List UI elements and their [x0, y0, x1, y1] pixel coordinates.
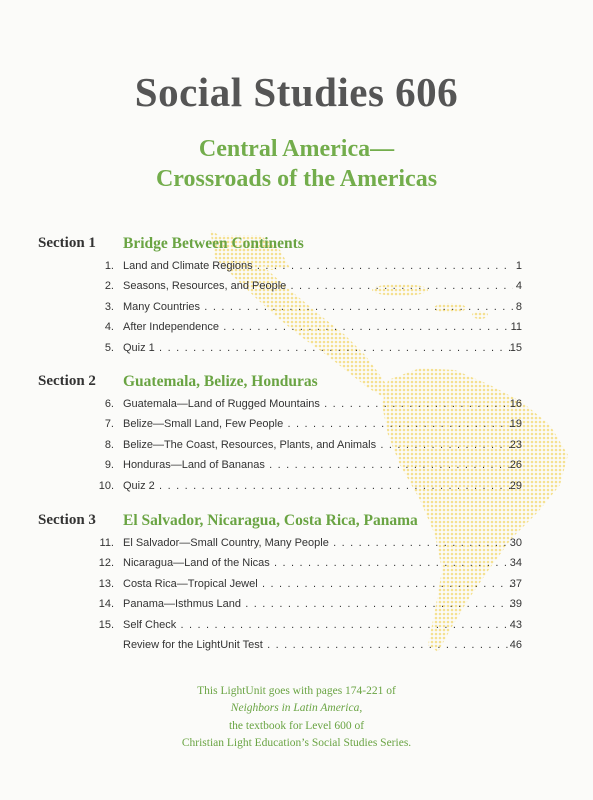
entry-number: 2. — [104, 280, 114, 293]
toc-entry[interactable] — [0, 456, 593, 476]
entry-title: Seasons, Resources, and People . . . — [123, 280, 513, 292]
entry-number: 14. — [98, 598, 114, 611]
entry-number: 8. — [104, 438, 114, 451]
entry-page: 29 — [509, 479, 522, 492]
entry-page: 43 — [509, 618, 522, 631]
entry-title: Self Check . . . — [123, 619, 513, 631]
toc-entry[interactable] — [0, 616, 593, 636]
entry-number: 11. — [99, 537, 114, 549]
toc-entry[interactable] — [0, 436, 593, 456]
section-2 — [0, 373, 593, 497]
entry-page: 26 — [509, 459, 522, 472]
toc-entry[interactable] — [0, 395, 593, 415]
section-label: Section 3 — [38, 512, 96, 528]
entry-page: 1 — [515, 260, 522, 272]
entry-title: After Independence . . . — [123, 321, 513, 333]
entry-number: 7. — [104, 418, 114, 431]
toc-entry[interactable] — [0, 554, 593, 574]
entry-number: 1. — [104, 260, 114, 272]
entry-number: 10. — [98, 479, 114, 492]
unit-subtitle — [0, 134, 593, 194]
entry-title: Quiz 1 . . . — [123, 342, 513, 354]
entry-title: Costa Rica—Tropical Jewel . . . — [123, 578, 513, 590]
toc-entry[interactable] — [0, 298, 593, 318]
section-header — [0, 512, 593, 534]
footer-line-4: Christian Light Education’s Social Studies Series. — [181, 736, 412, 749]
toc-entry[interactable] — [0, 339, 593, 359]
entry-page: 30 — [509, 537, 522, 549]
section-title: Guatemala, Belize, Honduras — [123, 373, 318, 390]
footer-line-3: the textbook for Level 600 of — [228, 719, 365, 732]
toc-entry[interactable] — [0, 277, 593, 297]
entry-title: Guatemala—Land of Rugged Mountains . . . — [123, 398, 513, 410]
toc-entry[interactable] — [0, 534, 593, 554]
entry-page: 4 — [515, 280, 522, 293]
entry-number: 3. — [104, 300, 114, 313]
entry-number: 6. — [104, 398, 114, 410]
toc-entry[interactable] — [0, 257, 593, 277]
entry-title: Panama—Isthmus Land . . . — [123, 598, 513, 610]
entry-number: 4. — [104, 321, 114, 334]
entry-title: Quiz 2 . . . — [123, 480, 513, 492]
section-header — [0, 235, 593, 257]
entry-title: Honduras—Land of Bananas . . . — [123, 459, 513, 471]
entry-page: 8 — [515, 300, 522, 313]
entry-title: Belize—The Coast, Resources, Plants, and Animals . . . — [123, 439, 513, 451]
section-header — [0, 373, 593, 395]
entry-page: 39 — [509, 598, 522, 611]
footer-line-2: Neighbors in Latin America, — [230, 702, 363, 715]
entry-page: 16 — [509, 398, 522, 410]
toc-entry[interactable] — [0, 318, 593, 338]
section-title: El Salvador, Nicaragua, Costa Rica, Panama — [123, 512, 418, 529]
entry-title: Land and Climate Regions . . . — [123, 260, 513, 272]
toc-entry[interactable] — [0, 477, 593, 497]
entry-number: 13. — [98, 577, 114, 590]
entry-page: 37 — [509, 577, 522, 590]
entry-title: Many Countries . . . — [123, 301, 513, 313]
entry-page: 19 — [509, 418, 522, 431]
section-title: Bridge Between Continents — [123, 235, 304, 252]
toc-entry[interactable] — [0, 415, 593, 435]
section-label: Section 2 — [38, 373, 96, 389]
toc-entry[interactable] — [0, 636, 593, 656]
subtitle-line-1: Central America— — [198, 136, 395, 162]
textbook-note — [0, 683, 593, 752]
section-label: Section 1 — [38, 235, 96, 251]
entry-title: El Salvador—Small Country, Many People . . . — [123, 537, 513, 549]
section-3 — [0, 512, 593, 656]
entry-number: 5. — [104, 341, 114, 354]
entry-number: 12. — [98, 557, 114, 570]
entry-title: Belize—Small Land, Few People . . . — [123, 418, 513, 430]
entry-title: Nicaragua—Land of the Nicas . . . — [123, 557, 513, 569]
entry-number: 15. — [98, 618, 114, 631]
entry-page: 46 — [509, 638, 522, 651]
footer-line-1: This LightUnit goes with pages 174-221 of — [197, 685, 396, 697]
subtitle-line-2: Crossroads of the Americas — [155, 166, 438, 192]
toc-entry[interactable] — [0, 595, 593, 615]
entry-page: 15 — [509, 341, 522, 354]
entry-page: 23 — [509, 438, 522, 451]
entry-title: Review for the LightUnit Test . . . — [123, 639, 513, 651]
entry-page: 11 — [510, 321, 522, 334]
entry-number: 9. — [104, 459, 114, 472]
page-title: Social Studies 606 — [134, 69, 459, 115]
toc-entry[interactable] — [0, 575, 593, 595]
section-1 — [0, 235, 593, 359]
entry-page: 34 — [509, 557, 522, 570]
